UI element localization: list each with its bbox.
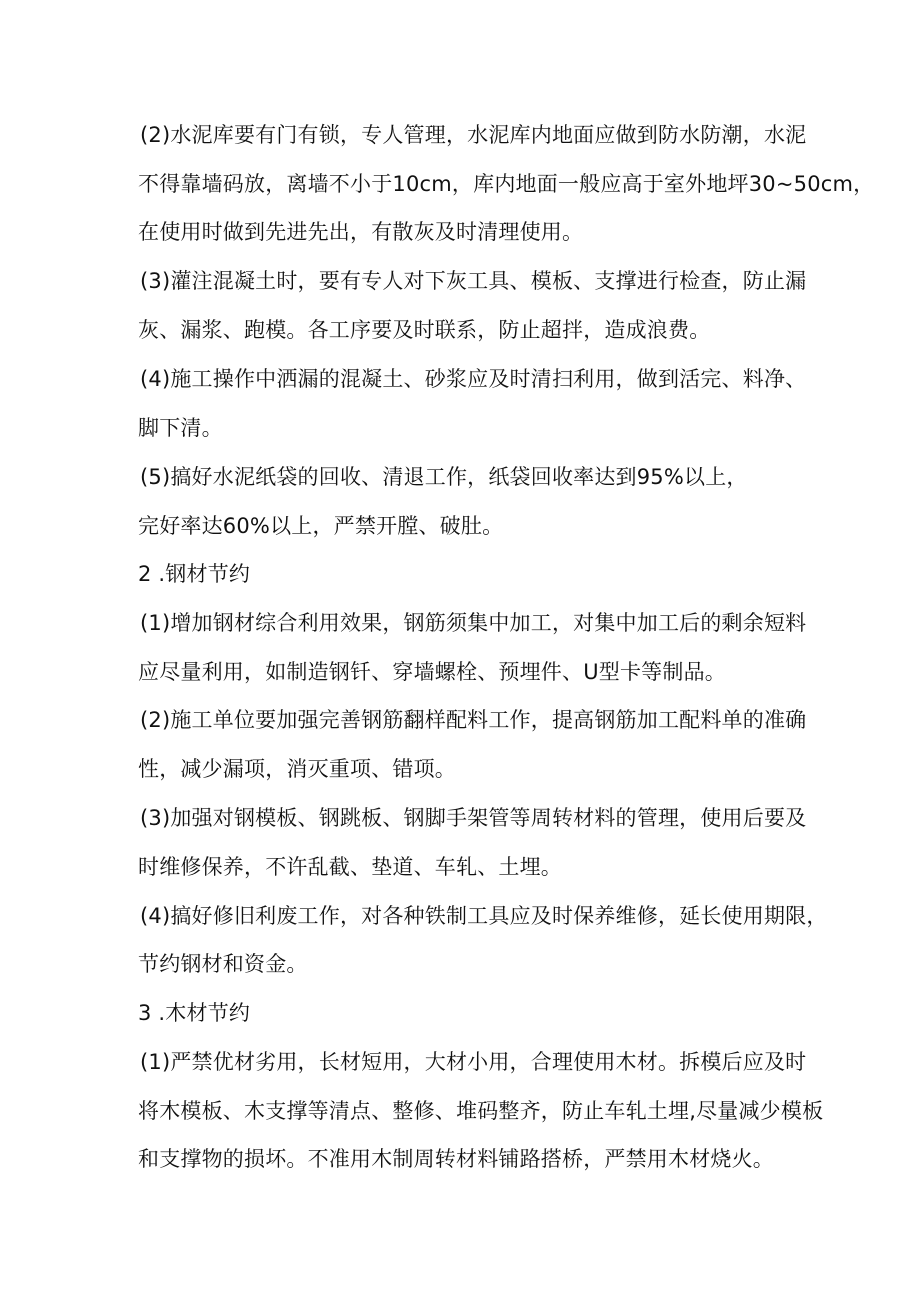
text-line: 在使用时做到先进先出，有散灰及时清理使用。 xyxy=(138,220,584,244)
text-line: 不得靠墙码放，离墙不小于10cm，库内地面一般应高于室外地坪30~50cm， xyxy=(138,172,875,196)
section-heading: 3 .木材节约 xyxy=(138,1001,251,1025)
text-line: (4)搞好修旧利废工作，对各种铁制工具应及时保养维修，延长使用期限， xyxy=(140,904,828,928)
text-line: 完好率达60%以上，严禁开膛、破肚。 xyxy=(138,514,504,538)
section-heading: 2 .钢材节约 xyxy=(138,562,251,586)
text-line: (2)施工单位要加强完善钢筋翻样配料工作，提高钢筋加工配料单的准确 xyxy=(140,708,807,732)
text-line: 应尽量利用，如制造钢钎、穿墙螺栓、预埋件、U型卡等制品。 xyxy=(138,660,726,684)
text-line: (5)搞好水泥纸袋的回收、清退工作，纸袋回收率达到95%以上， xyxy=(140,465,748,489)
text-line: (4)施工操作中洒漏的混凝土、砂浆应及时清扫利用，做到活完、料净、 xyxy=(140,367,807,391)
text-line: (2)水泥库要有门有锁，专人管理，水泥库内地面应做到防水防潮，水泥 xyxy=(140,123,807,147)
text-line: 时维修保养，不许乱截、垫道、车轧、土埋。 xyxy=(138,855,562,879)
text-line: 脚下清。 xyxy=(138,416,223,440)
text-line: 将木模板、木支撑等清点、整修、堆码整齐，防止车轧土埋,尽量减少模板 xyxy=(138,1099,824,1123)
text-line: (3)灌注混凝土时，要有专人对下灰工具、模板、支撑进行检查，防止漏 xyxy=(140,269,807,293)
text-line: 性，减少漏项，消灭重项、错项。 xyxy=(138,757,456,781)
text-line: (1)增加钢材综合利用效果，钢筋须集中加工，对集中加工后的剩余短料 xyxy=(140,611,807,635)
text-line: (3)加强对钢模板、钢跳板、钢脚手架管等周转材料的管理，使用后要及 xyxy=(140,806,807,830)
text-line: 灰、漏浆、跑模。各工序要及时联系，防止超拌，造成浪费。 xyxy=(138,318,711,342)
text-line: 和支撑物的损坏。不准用木制周转材料铺路搭桥，严禁用木材烧火。 xyxy=(138,1147,774,1171)
text-line: 节约钢材和资金。 xyxy=(138,952,308,976)
text-line: (1)严禁优材劣用，长材短用，大材小用，合理使用木材。拆模后应及时 xyxy=(140,1050,807,1074)
